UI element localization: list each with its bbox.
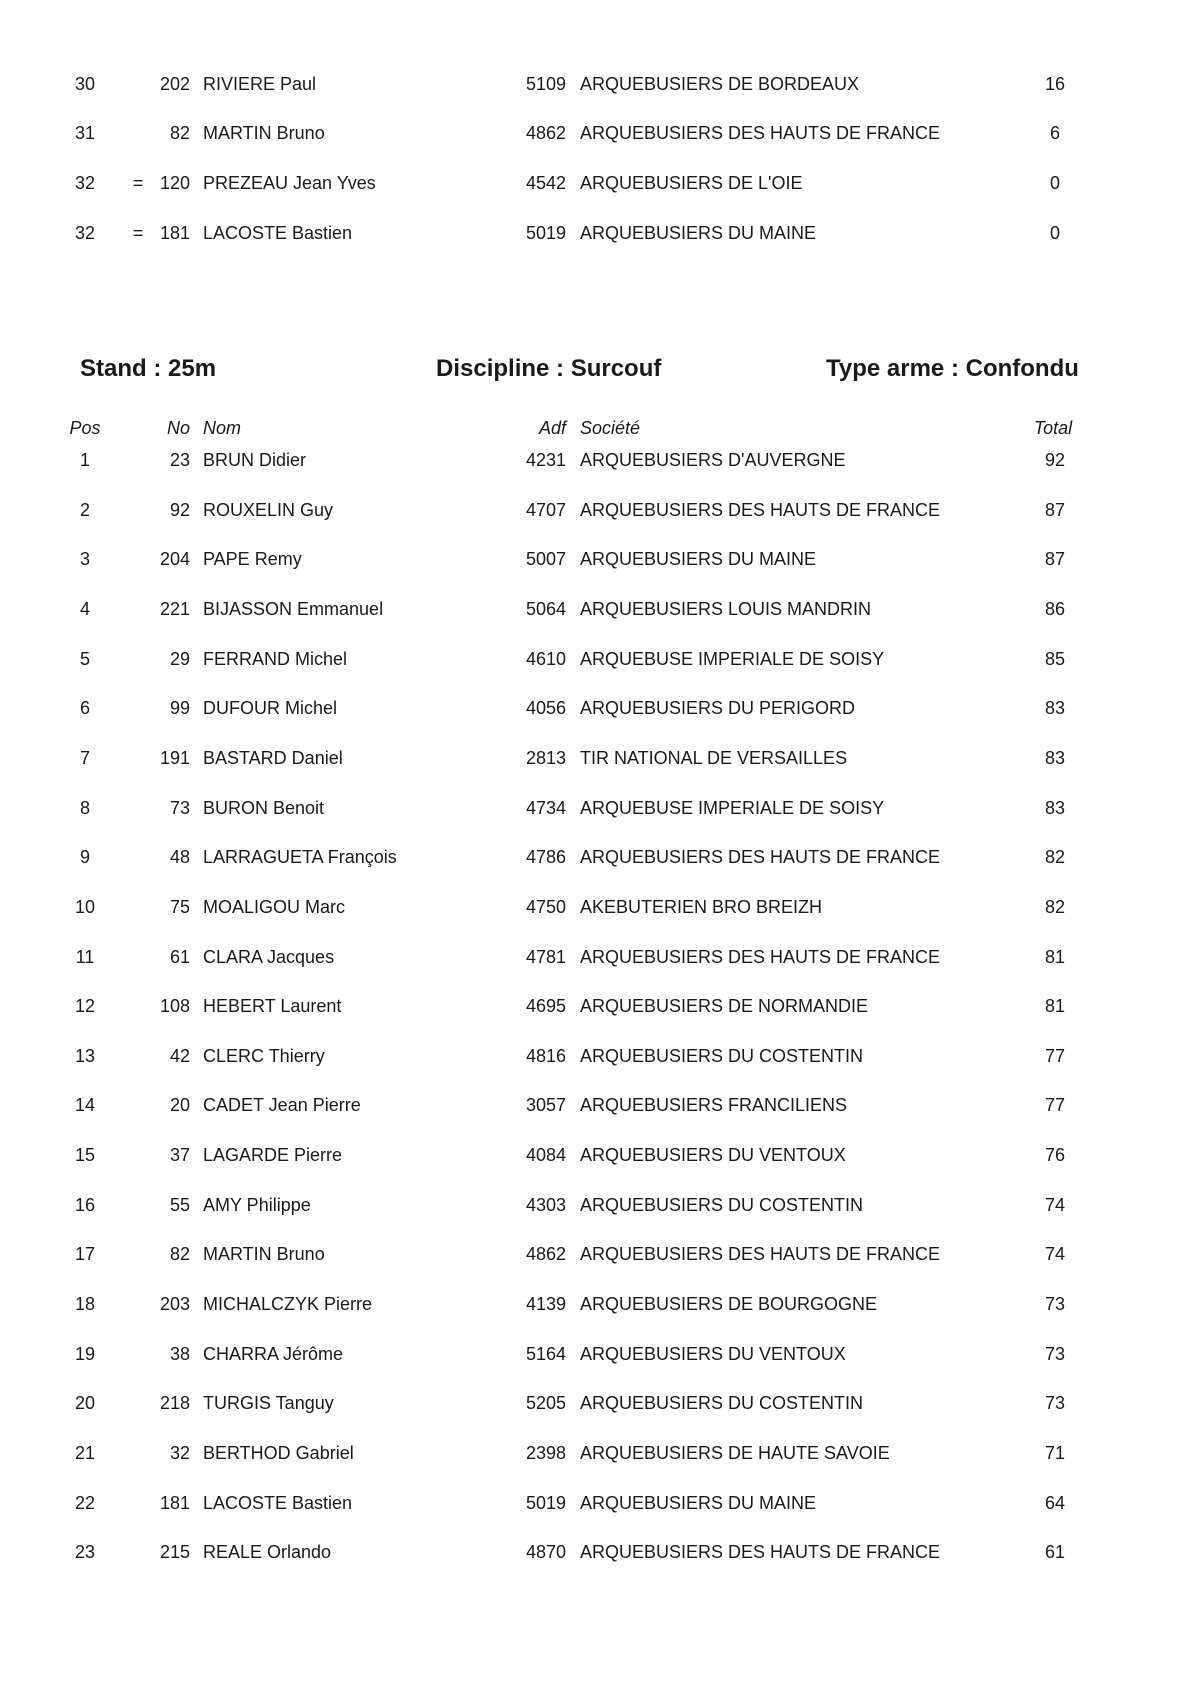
table-row (0, 991, 1190, 1021)
total-cell: 74 (1044, 1244, 1066, 1264)
total-cell: 85 (1044, 649, 1066, 669)
total-cell: 83 (1044, 698, 1066, 718)
adf-cell: 4870 (525, 1542, 566, 1562)
pos-cell: 20 (74, 1393, 96, 1413)
table-row (0, 445, 1190, 475)
total-cell: 73 (1044, 1344, 1066, 1364)
nom-cell: LARRAGUETA François (203, 847, 397, 867)
societe-cell: ARQUEBUSIERS DU VENTOUX (580, 1145, 846, 1165)
pos-cell: 18 (74, 1294, 96, 1314)
nom-cell: BASTARD Daniel (203, 748, 343, 768)
societe-cell: ARQUEBUSE IMPERIALE DE SOISY (580, 649, 885, 669)
adf-cell: 5205 (525, 1393, 566, 1413)
pos-cell: 4 (79, 599, 90, 619)
table-row (0, 118, 1190, 148)
tie-cell: = (132, 223, 144, 243)
adf-cell: 4734 (525, 798, 566, 818)
no-cell: 92 (169, 500, 190, 520)
table-row (0, 1537, 1190, 1567)
adf-cell: 4056 (525, 698, 566, 718)
adf-cell: 5064 (525, 599, 566, 619)
total-cell: 73 (1044, 1294, 1066, 1314)
header-societe: Société (580, 418, 641, 438)
total-cell: 83 (1044, 748, 1066, 768)
nom-cell: PREZEAU Jean Yves (203, 173, 376, 193)
adf-cell: 5109 (525, 74, 566, 94)
pos-cell: 23 (74, 1542, 96, 1562)
nom-cell: MARTIN Bruno (203, 1244, 325, 1264)
no-cell: 48 (169, 847, 190, 867)
pos-cell: 31 (74, 123, 96, 143)
table-row (0, 1438, 1190, 1468)
no-cell: 202 (159, 74, 190, 94)
adf-cell: 4862 (525, 1244, 566, 1264)
total-cell: 76 (1044, 1145, 1066, 1165)
societe-cell: ARQUEBUSIERS DU COSTENTIN (580, 1195, 864, 1215)
total-cell: 16 (1044, 74, 1066, 94)
no-cell: 73 (169, 798, 190, 818)
nom-cell: HEBERT Laurent (203, 996, 342, 1016)
header-total: Total (1033, 418, 1073, 438)
table-row (0, 842, 1190, 872)
societe-cell: ARQUEBUSIERS DE L'OIE (580, 173, 803, 193)
societe-cell: ARQUEBUSIERS DU MAINE (580, 549, 817, 569)
pos-cell: 10 (74, 897, 96, 917)
table-row (0, 218, 1190, 248)
total-cell: 0 (1049, 173, 1060, 193)
nom-cell: RIVIERE Paul (203, 74, 317, 94)
no-cell: 108 (159, 996, 190, 1016)
no-cell: 181 (159, 223, 190, 243)
total-cell: 77 (1044, 1046, 1066, 1066)
table-row (0, 693, 1190, 723)
no-cell: 215 (159, 1542, 190, 1562)
pos-cell: 16 (74, 1195, 96, 1215)
pos-cell: 1 (79, 450, 90, 470)
total-cell: 86 (1044, 599, 1066, 619)
no-cell: 55 (169, 1195, 190, 1215)
pos-cell: 3 (79, 549, 90, 569)
adf-cell: 4231 (525, 450, 566, 470)
table-row (0, 1090, 1190, 1120)
pos-cell: 2 (79, 500, 90, 520)
adf-cell: 4707 (525, 500, 566, 520)
no-cell: 181 (159, 1493, 190, 1513)
nom-cell: FERRAND Michel (203, 649, 348, 669)
societe-cell: AKEBUTERIEN BRO BREIZH (580, 897, 823, 917)
no-cell: 20 (169, 1095, 190, 1115)
table-row (0, 544, 1190, 574)
nom-cell: CHARRA Jérôme (203, 1344, 344, 1364)
total-cell: 92 (1044, 450, 1066, 470)
table-row (0, 69, 1190, 99)
table-row (0, 942, 1190, 972)
adf-cell: 4084 (525, 1145, 566, 1165)
societe-cell: ARQUEBUSIERS DE HAUTE SAVOIE (580, 1443, 890, 1463)
table-header (0, 413, 1190, 443)
no-cell: 120 (159, 173, 190, 193)
pos-cell: 30 (74, 74, 96, 94)
table-row (0, 1388, 1190, 1418)
nom-cell: ROUXELIN Guy (203, 500, 334, 520)
adf-cell: 5019 (525, 223, 566, 243)
total-cell: 74 (1044, 1195, 1066, 1215)
nom-cell: BERTHOD Gabriel (203, 1443, 354, 1463)
pos-cell: 13 (74, 1046, 96, 1066)
total-cell: 0 (1049, 223, 1060, 243)
societe-cell: ARQUEBUSIERS DU VENTOUX (580, 1344, 846, 1364)
table-row (0, 168, 1190, 198)
societe-cell: ARQUEBUSIERS DES HAUTS DE FRANCE (580, 500, 941, 520)
table-row (0, 793, 1190, 823)
pos-cell: 21 (74, 1443, 96, 1463)
no-cell: 61 (169, 947, 190, 967)
nom-cell: AMY Philippe (203, 1195, 311, 1215)
nom-cell: DUFOUR Michel (203, 698, 338, 718)
table-row (0, 594, 1190, 624)
total-cell: 87 (1044, 500, 1066, 520)
no-cell: 82 (169, 1244, 190, 1264)
no-cell: 32 (169, 1443, 190, 1463)
societe-cell: ARQUEBUSIERS DES HAUTS DE FRANCE (580, 947, 941, 967)
nom-cell: REALE Orlando (203, 1542, 332, 1562)
societe-cell: TIR NATIONAL DE VERSAILLES (580, 748, 848, 768)
pos-cell: 32 (74, 173, 96, 193)
pos-cell: 12 (74, 996, 96, 1016)
adf-cell: 4816 (525, 1046, 566, 1066)
no-cell: 75 (169, 897, 190, 917)
adf-cell: 4750 (525, 897, 566, 917)
pos-cell: 8 (79, 798, 90, 818)
adf-cell: 5007 (525, 549, 566, 569)
societe-cell: ARQUEBUSIERS DU COSTENTIN (580, 1046, 864, 1066)
type-arme-title: Type arme : Confondu (826, 355, 1079, 382)
nom-cell: TURGIS Tanguy (203, 1393, 334, 1413)
nom-cell: BRUN Didier (203, 450, 307, 470)
adf-cell: 4786 (525, 847, 566, 867)
total-cell: 82 (1044, 847, 1066, 867)
total-cell: 6 (1049, 123, 1060, 143)
pos-cell: 15 (74, 1145, 96, 1165)
table-row (0, 1140, 1190, 1170)
adf-cell: 5019 (525, 1493, 566, 1513)
nom-cell: LACOSTE Bastien (203, 1493, 353, 1513)
adf-cell: 4695 (525, 996, 566, 1016)
adf-cell: 4781 (525, 947, 566, 967)
pos-cell: 5 (79, 649, 90, 669)
nom-cell: MOALIGOU Marc (203, 897, 346, 917)
no-cell: 191 (159, 748, 190, 768)
pos-cell: 22 (74, 1493, 96, 1513)
societe-cell: ARQUEBUSIERS DU MAINE (580, 223, 817, 243)
total-cell: 83 (1044, 798, 1066, 818)
table-row (0, 1488, 1190, 1518)
header-no: No (166, 418, 190, 438)
no-cell: 37 (169, 1145, 190, 1165)
nom-cell: MICHALCZYK Pierre (203, 1294, 373, 1314)
societe-cell: ARQUEBUSIERS DE NORMANDIE (580, 996, 869, 1016)
pos-cell: 6 (79, 698, 90, 718)
societe-cell: ARQUEBUSIERS DES HAUTS DE FRANCE (580, 123, 941, 143)
nom-cell: LAGARDE Pierre (203, 1145, 343, 1165)
societe-cell: ARQUEBUSIERS DU PERIGORD (580, 698, 856, 718)
table-row (0, 644, 1190, 674)
stand-title: Stand : 25m (80, 355, 217, 382)
nom-cell: MARTIN Bruno (203, 123, 325, 143)
pos-cell: 7 (79, 748, 90, 768)
total-cell: 81 (1044, 947, 1066, 967)
pos-cell: 14 (74, 1095, 96, 1115)
nom-cell: CLERC Thierry (203, 1046, 325, 1066)
no-cell: 82 (169, 123, 190, 143)
no-cell: 204 (159, 549, 190, 569)
table-row (0, 743, 1190, 773)
pos-cell: 32 (74, 223, 96, 243)
header-adf: Adf (538, 418, 566, 438)
no-cell: 218 (159, 1393, 190, 1413)
societe-cell: ARQUEBUSIERS DU MAINE (580, 1493, 817, 1513)
pos-cell: 19 (74, 1344, 96, 1364)
societe-cell: ARQUEBUSIERS DES HAUTS DE FRANCE (580, 1244, 941, 1264)
nom-cell: PAPE Remy (203, 549, 302, 569)
adf-cell: 2398 (525, 1443, 566, 1463)
no-cell: 23 (169, 450, 190, 470)
societe-cell: ARQUEBUSIERS DU COSTENTIN (580, 1393, 864, 1413)
total-cell: 87 (1044, 549, 1066, 569)
table-row (0, 1239, 1190, 1269)
table-row (0, 1190, 1190, 1220)
table-row (0, 1041, 1190, 1071)
no-cell: 221 (159, 599, 190, 619)
no-cell: 38 (169, 1344, 190, 1364)
no-cell: 29 (169, 649, 190, 669)
nom-cell: CADET Jean Pierre (203, 1095, 361, 1115)
societe-cell: ARQUEBUSIERS DES HAUTS DE FRANCE (580, 847, 941, 867)
table-row (0, 1289, 1190, 1319)
adf-cell: 4139 (525, 1294, 566, 1314)
adf-cell: 4610 (525, 649, 566, 669)
nom-cell: CLARA Jacques (203, 947, 335, 967)
societe-cell: ARQUEBUSIERS DE BORDEAUX (580, 74, 860, 94)
discipline-title: Discipline : Surcouf (436, 355, 662, 382)
no-cell: 203 (159, 1294, 190, 1314)
no-cell: 99 (169, 698, 190, 718)
pos-cell: 17 (74, 1244, 96, 1264)
total-cell: 77 (1044, 1095, 1066, 1115)
nom-cell: BURON Benoit (203, 798, 325, 818)
pos-cell: 11 (75, 947, 95, 967)
total-cell: 73 (1044, 1393, 1066, 1413)
societe-cell: ARQUEBUSIERS FRANCILIENS (580, 1095, 848, 1115)
total-cell: 64 (1044, 1493, 1066, 1513)
societe-cell: ARQUEBUSIERS LOUIS MANDRIN (580, 599, 872, 619)
societe-cell: ARQUEBUSIERS D'AUVERGNE (580, 450, 846, 470)
societe-cell: ARQUEBUSIERS DE BOURGOGNE (580, 1294, 878, 1314)
adf-cell: 4303 (525, 1195, 566, 1215)
nom-cell: LACOSTE Bastien (203, 223, 353, 243)
societe-cell: ARQUEBUSIERS DES HAUTS DE FRANCE (580, 1542, 941, 1562)
adf-cell: 2813 (525, 748, 566, 768)
total-cell: 71 (1044, 1443, 1066, 1463)
nom-cell: BIJASSON Emmanuel (203, 599, 384, 619)
adf-cell: 4862 (525, 123, 566, 143)
adf-cell: 5164 (525, 1344, 566, 1364)
total-cell: 81 (1044, 996, 1066, 1016)
header-pos: Pos (69, 418, 101, 438)
societe-cell: ARQUEBUSE IMPERIALE DE SOISY (580, 798, 885, 818)
no-cell: 42 (169, 1046, 190, 1066)
total-cell: 61 (1044, 1542, 1066, 1562)
header-nom: Nom (203, 418, 242, 438)
table-row (0, 495, 1190, 525)
table-row (0, 1339, 1190, 1369)
adf-cell: 3057 (525, 1095, 566, 1115)
table-row (0, 892, 1190, 922)
total-cell: 82 (1044, 897, 1066, 917)
pos-cell: 9 (79, 847, 90, 867)
tie-cell: = (132, 173, 144, 193)
adf-cell: 4542 (525, 173, 566, 193)
